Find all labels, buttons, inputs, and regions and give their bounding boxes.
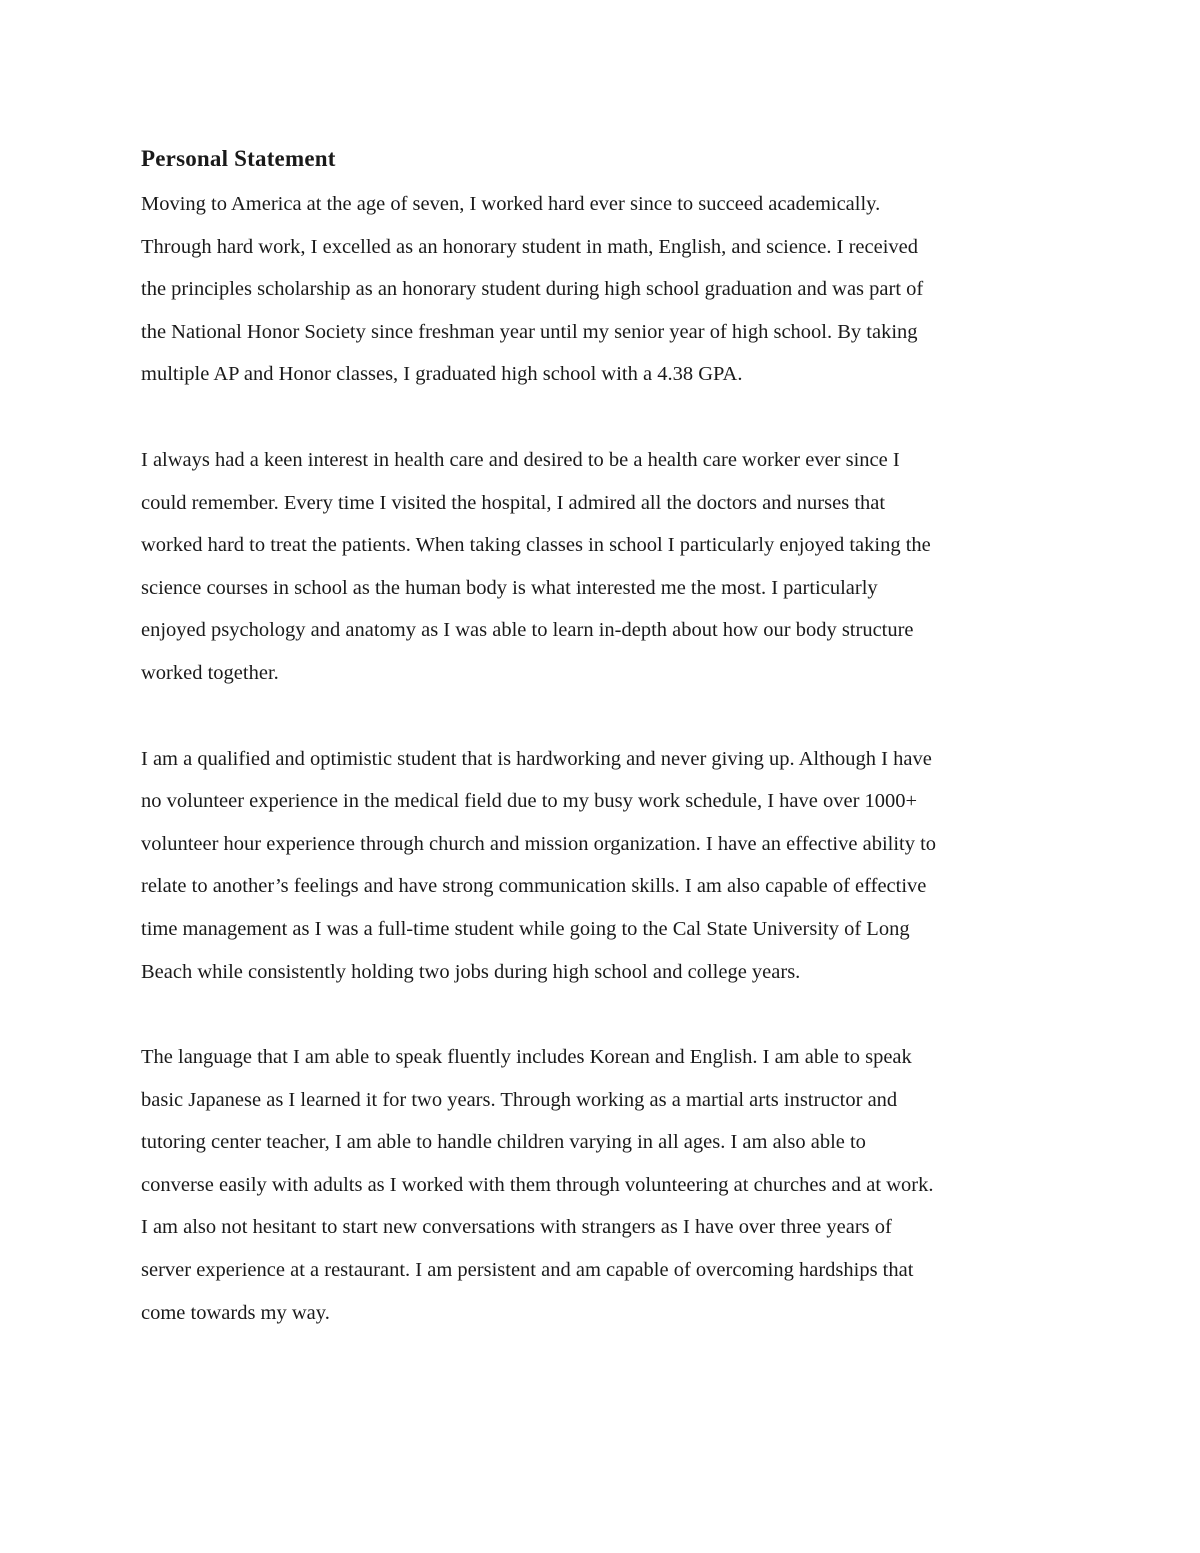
text-line: I am a qualified and optimistic student that is hardworking and never giving up. Although I have [141,747,932,770]
text-line: converse easily with adults as I worked with them through volunteering at churches and at work. [141,1173,934,1196]
paragraph-academics [141,183,1061,396]
text-line: I always had a keen interest in health care and desired to be a health care worker ever since I [141,448,900,471]
text-line: time management as I was a full-time student while going to the Cal State University of Long [141,917,910,940]
text-line: the National Honor Society since freshman year until my senior year of high school. By taking [141,320,918,343]
text-line: no volunteer experience in the medical field due to my busy work schedule, I have over 1000+ [141,790,918,813]
text-line: I am also not hesitant to start new conversations with strangers as I have over three years of [141,1216,892,1239]
text-line: Beach while consistently holding two jobs during high school and college years. [141,960,801,983]
text-line: multiple AP and Honor classes, I graduated high school with a 4.38 GPA. [141,363,743,386]
paragraph-health-care-interest [141,439,1061,695]
text-line: come towards my way. [141,1301,330,1324]
text-line: science courses in school as the human body is what interested me the most. I particularly [141,576,878,599]
text-line: worked together. [141,661,279,684]
text-line: could remember. Every time I visited the hospital, I admired all the doctors and nurses that [141,491,886,514]
text-line: worked hard to treat the patients. When taking classes in school I particularly enjoyed taking the [141,534,931,557]
document-body [141,143,1061,1377]
text-line: tutoring center teacher, I am able to handle children varying in all ages. I am also able to [141,1131,866,1154]
text-line: server experience at a restaurant. I am persistent and am capable of overcoming hardships that [141,1259,914,1282]
text-line: Through hard work, I excelled as an honorary student in math, English, and science. I received [141,235,919,258]
paragraph-languages [141,1036,1061,1334]
text-line: relate to another’s feelings and have strong communication skills. I am also capable of effective [141,875,927,898]
text-line: The language that I am able to speak fluently includes Korean and English. I am able to speak [141,1046,912,1069]
paragraph-qualities [141,738,1061,994]
document-title: Personal Statement [141,146,336,171]
text-line: basic Japanese as I learned it for two years. Through working as a martial arts instructor and [141,1088,898,1111]
text-line: enjoyed psychology and anatomy as I was able to learn in-depth about how our body structure [141,619,914,642]
text-line: the principles scholarship as an honorary student during high school graduation and was part of [141,278,924,301]
text-line: Moving to America at the age of seven, I worked hard ever since to succeed academically. [141,193,881,215]
text-line: volunteer hour experience through church and mission organization. I have an effective ability to [141,832,937,855]
